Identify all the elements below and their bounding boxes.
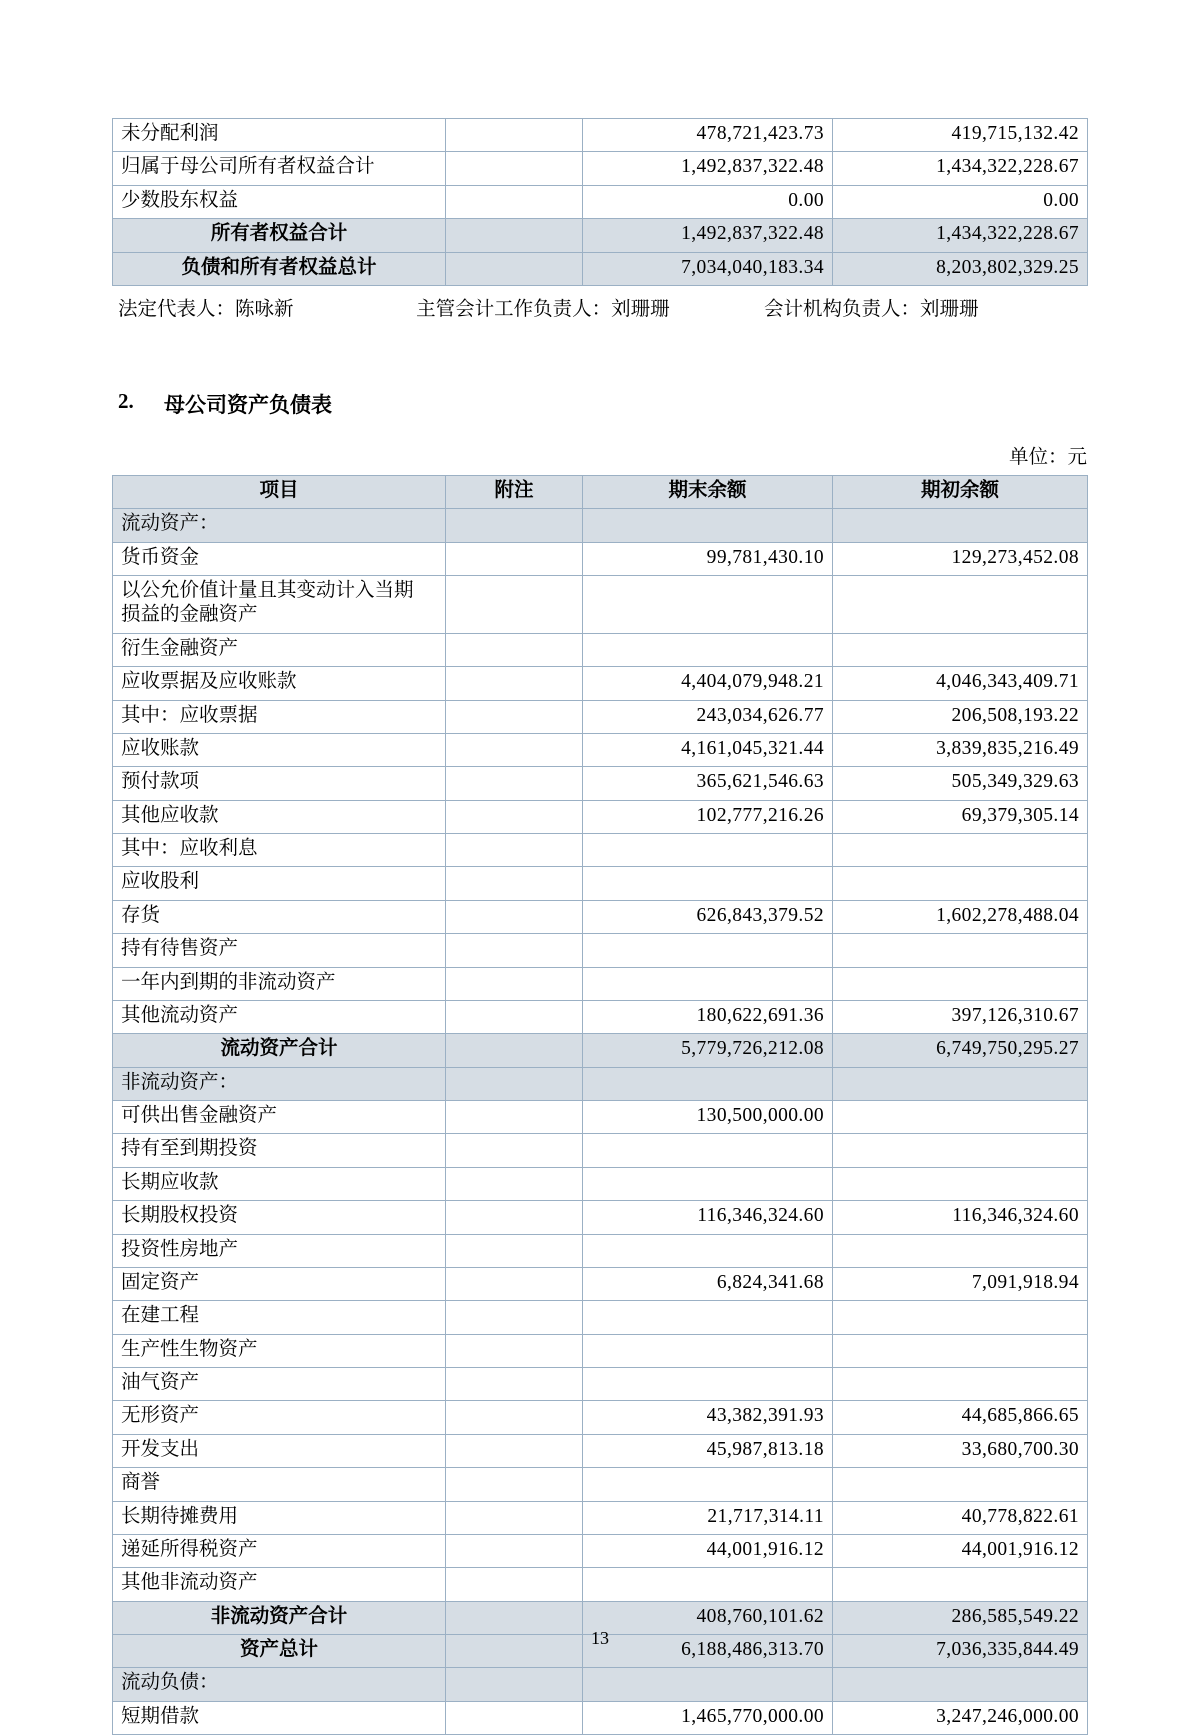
row-note (446, 219, 583, 252)
row-note (446, 1468, 583, 1501)
row-begin-balance (833, 1568, 1088, 1601)
row-end-balance (583, 967, 833, 1000)
row-note (446, 733, 583, 766)
row-note (446, 1201, 583, 1234)
row-begin-balance (833, 867, 1088, 900)
row-begin-balance: 40,778,822.61 (833, 1501, 1088, 1534)
table-row (113, 1368, 1088, 1401)
row-begin-balance: 8,203,802,329.25 (833, 252, 1088, 285)
row-item-label: 其中：应收利息 (113, 834, 446, 867)
page-number: 13 (591, 1628, 609, 1648)
table-row (113, 934, 1088, 967)
row-end-balance: 99,781,430.10 (583, 542, 833, 575)
row-item-label: 货币资金 (113, 542, 446, 575)
row-begin-balance: 397,126,310.67 (833, 1000, 1088, 1033)
row-note (446, 767, 583, 800)
row-begin-balance (833, 1668, 1088, 1701)
table-row (113, 900, 1088, 933)
row-end-balance: 45,987,813.18 (583, 1434, 833, 1467)
table-row (113, 252, 1088, 285)
table-row (113, 1201, 1088, 1234)
header-note: 附注 (446, 475, 583, 508)
row-end-balance: 180,622,691.36 (583, 1000, 833, 1033)
table-row (113, 1067, 1088, 1100)
row-note (446, 1067, 583, 1100)
row-item-label: 非流动资产合计 (113, 1601, 446, 1634)
row-end-balance: 408,760,101.62 (583, 1601, 833, 1634)
table-row (113, 967, 1088, 1000)
row-end-balance: 478,721,423.73 (583, 119, 833, 152)
row-item-label: 所有者权益合计 (113, 219, 446, 252)
header-begin-balance: 期初余额 (833, 475, 1088, 508)
row-begin-balance (833, 1301, 1088, 1334)
row-note (446, 1267, 583, 1300)
row-item-label: 资产总计 (113, 1635, 446, 1668)
row-item-label: 长期应收款 (113, 1167, 446, 1200)
row-begin-balance: 1,434,322,228.67 (833, 152, 1088, 185)
row-end-balance (583, 1134, 833, 1167)
row-item-label: 长期待摊费用 (113, 1501, 446, 1534)
row-item-label: 流动资产： (113, 509, 446, 542)
row-begin-balance (833, 1134, 1088, 1167)
row-begin-balance: 116,346,324.60 (833, 1201, 1088, 1234)
header-item: 项目 (113, 475, 446, 508)
row-begin-balance: 44,685,866.65 (833, 1401, 1088, 1434)
signature-row (112, 293, 1087, 321)
row-begin-balance: 206,508,193.22 (833, 700, 1088, 733)
row-begin-balance (833, 967, 1088, 1000)
row-note (446, 834, 583, 867)
row-note (446, 252, 583, 285)
table-row (113, 1134, 1088, 1167)
row-begin-balance: 44,001,916.12 (833, 1534, 1088, 1567)
row-item-label: 短期借款 (113, 1701, 446, 1734)
section-title: 母公司资产负债表 (164, 392, 332, 417)
parent-table-head (113, 475, 1088, 508)
row-item-label: 长期股权投资 (113, 1201, 446, 1234)
row-item-label: 衍生金融资产 (113, 633, 446, 666)
row-item-label: 固定资产 (113, 1267, 446, 1300)
row-end-balance (583, 1234, 833, 1267)
consolidated-table-body (113, 119, 1088, 286)
row-end-balance: 6,824,341.68 (583, 1267, 833, 1300)
row-note (446, 1568, 583, 1601)
row-item-label: 流动资产合计 (113, 1034, 446, 1067)
row-item-label: 应收票据及应收账款 (113, 667, 446, 700)
row-end-balance: 626,843,379.52 (583, 900, 833, 933)
row-begin-balance: 33,680,700.30 (833, 1434, 1088, 1467)
row-note (446, 1701, 583, 1734)
table-row (113, 542, 1088, 575)
row-item-label: 商誉 (113, 1468, 446, 1501)
table-row (113, 219, 1088, 252)
row-item-label: 负债和所有者权益总计 (113, 252, 446, 285)
row-begin-balance (833, 834, 1088, 867)
row-end-balance (583, 1368, 833, 1401)
row-item-label: 其中：应收票据 (113, 700, 446, 733)
row-item-label: 应收股利 (113, 867, 446, 900)
table-row (113, 1501, 1088, 1534)
row-item-label: 无形资产 (113, 1401, 446, 1434)
row-note (446, 152, 583, 185)
row-end-balance (583, 633, 833, 666)
row-begin-balance (833, 1101, 1088, 1134)
row-note (446, 1501, 583, 1534)
row-begin-balance: 129,273,452.08 (833, 542, 1088, 575)
table-row (113, 1167, 1088, 1200)
row-note (446, 900, 583, 933)
row-end-balance: 102,777,216.26 (583, 800, 833, 833)
row-item-label: 油气资产 (113, 1368, 446, 1401)
row-begin-balance (833, 509, 1088, 542)
row-note (446, 1034, 583, 1067)
table-row (113, 1568, 1088, 1601)
row-note (446, 542, 583, 575)
row-note (446, 1101, 583, 1134)
table-row (113, 1701, 1088, 1734)
row-item-label: 投资性房地产 (113, 1234, 446, 1267)
row-end-balance: 7,034,040,183.34 (583, 252, 833, 285)
row-begin-balance: 4,046,343,409.71 (833, 667, 1088, 700)
row-item-label: 流动负债： (113, 1668, 446, 1701)
row-end-balance (583, 1167, 833, 1200)
row-begin-balance (833, 1167, 1088, 1200)
row-item-label: 存货 (113, 900, 446, 933)
row-begin-balance (833, 934, 1088, 967)
row-item-label: 归属于母公司所有者权益合计 (113, 152, 446, 185)
row-begin-balance: 7,091,918.94 (833, 1267, 1088, 1300)
table-header-row (113, 475, 1088, 508)
row-note (446, 1668, 583, 1701)
row-end-balance (583, 1668, 833, 1701)
row-begin-balance: 505,349,329.63 (833, 767, 1088, 800)
table-row (113, 767, 1088, 800)
row-note (446, 1134, 583, 1167)
row-end-balance: 130,500,000.00 (583, 1101, 833, 1134)
row-note (446, 1334, 583, 1367)
table-row (113, 633, 1088, 666)
row-note (446, 1301, 583, 1334)
row-item-label: 持有至到期投资 (113, 1134, 446, 1167)
row-item-label: 未分配利润 (113, 119, 446, 152)
table-row (113, 119, 1088, 152)
row-note (446, 934, 583, 967)
table-row (113, 867, 1088, 900)
row-begin-balance: 0.00 (833, 185, 1088, 218)
row-item-label: 应收账款 (113, 733, 446, 766)
table-row (113, 1668, 1088, 1701)
row-begin-balance: 3,247,246,000.00 (833, 1701, 1088, 1734)
row-note (446, 1234, 583, 1267)
row-end-balance (583, 509, 833, 542)
row-end-balance: 4,404,079,948.21 (583, 667, 833, 700)
parent-table-body (113, 509, 1088, 1735)
row-end-balance: 1,492,837,322.48 (583, 219, 833, 252)
table-row (113, 185, 1088, 218)
row-end-balance (583, 1334, 833, 1367)
row-note (446, 1000, 583, 1033)
accounting-organization-head: 会计机构负责人：刘珊珊 (764, 298, 979, 320)
table-row (113, 1534, 1088, 1567)
table-row (113, 1234, 1088, 1267)
row-end-balance (583, 1568, 833, 1601)
parent-company-balance-sheet-table (112, 475, 1088, 1735)
row-end-balance: 5,779,726,212.08 (583, 1034, 833, 1067)
row-begin-balance: 7,036,335,844.49 (833, 1635, 1088, 1668)
table-row (113, 700, 1088, 733)
table-row (113, 1301, 1088, 1334)
section-heading (112, 389, 1088, 419)
table-row (113, 1401, 1088, 1434)
row-item-label: 非流动资产： (113, 1067, 446, 1100)
row-note (446, 1434, 583, 1467)
row-end-balance (583, 1067, 833, 1100)
legal-representative: 法定代表人：陈咏新 (118, 298, 294, 320)
row-begin-balance: 286,585,549.22 (833, 1601, 1088, 1634)
row-end-balance (583, 834, 833, 867)
row-note (446, 800, 583, 833)
table-row (113, 800, 1088, 833)
row-begin-balance: 419,715,132.42 (833, 119, 1088, 152)
accounting-head: 主管会计工作负责人：刘珊珊 (416, 298, 670, 320)
row-begin-balance: 1,602,278,488.04 (833, 900, 1088, 933)
row-item-label: 其他流动资产 (113, 1000, 446, 1033)
table-row (113, 667, 1088, 700)
row-note (446, 633, 583, 666)
row-end-balance: 243,034,626.77 (583, 700, 833, 733)
table-row (113, 1468, 1088, 1501)
row-item-label: 其他非流动资产 (113, 1568, 446, 1601)
row-note (446, 867, 583, 900)
table-row (113, 733, 1088, 766)
row-begin-balance: 1,434,322,228.67 (833, 219, 1088, 252)
row-begin-balance (833, 1334, 1088, 1367)
row-item-label: 一年内到期的非流动资产 (113, 967, 446, 1000)
row-note (446, 967, 583, 1000)
row-begin-balance (833, 1067, 1088, 1100)
row-begin-balance: 69,379,305.14 (833, 800, 1088, 833)
section-number: 2. (118, 388, 134, 413)
row-item-label: 持有待售资产 (113, 934, 446, 967)
row-end-balance: 44,001,916.12 (583, 1534, 833, 1567)
table-row (113, 152, 1088, 185)
row-item-label: 生产性生物资产 (113, 1334, 446, 1367)
row-item-label: 其他应收款 (113, 800, 446, 833)
row-note (446, 185, 583, 218)
row-end-balance: 1,492,837,322.48 (583, 152, 833, 185)
table-row (113, 1334, 1088, 1367)
row-note (446, 700, 583, 733)
row-item-label: 预付款项 (113, 767, 446, 800)
row-end-balance: 1,465,770,000.00 (583, 1701, 833, 1734)
table-row (113, 1000, 1088, 1033)
row-end-balance (583, 576, 833, 634)
row-end-balance (583, 867, 833, 900)
row-item-label: 递延所得税资产 (113, 1534, 446, 1567)
row-note (446, 576, 583, 634)
table-row (113, 1267, 1088, 1300)
row-end-balance (583, 1301, 833, 1334)
row-end-balance: 0.00 (583, 185, 833, 218)
row-begin-balance (833, 1368, 1088, 1401)
row-end-balance: 116,346,324.60 (583, 1201, 833, 1234)
row-item-label: 开发支出 (113, 1434, 446, 1467)
table-row (113, 1101, 1088, 1134)
row-note (446, 1401, 583, 1434)
table-row (113, 1434, 1088, 1467)
row-item-label: 少数股东权益 (113, 185, 446, 218)
row-note (446, 1368, 583, 1401)
table-row (113, 834, 1088, 867)
row-end-balance: 6,188,486,313.70 (583, 1635, 833, 1668)
row-begin-balance (833, 576, 1088, 634)
row-end-balance: 21,717,314.11 (583, 1501, 833, 1534)
row-end-balance: 43,382,391.93 (583, 1401, 833, 1434)
row-end-balance: 4,161,045,321.44 (583, 733, 833, 766)
row-begin-balance: 3,839,835,216.49 (833, 733, 1088, 766)
row-end-balance: 365,621,546.63 (583, 767, 833, 800)
row-begin-balance (833, 1234, 1088, 1267)
row-note (446, 119, 583, 152)
consolidated-balance-sheet-table (112, 118, 1088, 286)
row-end-balance (583, 1468, 833, 1501)
row-item-label: 以公允价值计量且其变动计入当期 损益的金融资产 (113, 576, 446, 634)
row-item-label: 可供出售金融资产 (113, 1101, 446, 1134)
row-begin-balance: 6,749,750,295.27 (833, 1034, 1088, 1067)
row-note (446, 1167, 583, 1200)
row-end-balance (583, 934, 833, 967)
row-item-label: 在建工程 (113, 1301, 446, 1334)
row-note (446, 1534, 583, 1567)
table-row (113, 509, 1088, 542)
row-begin-balance (833, 633, 1088, 666)
unit-label: 单位：元 (1008, 446, 1087, 468)
row-note (446, 509, 583, 542)
row-note (446, 667, 583, 700)
table-row (113, 576, 1088, 634)
row-begin-balance (833, 1468, 1088, 1501)
header-end-balance: 期末余额 (583, 475, 833, 508)
table-row (113, 1034, 1088, 1067)
